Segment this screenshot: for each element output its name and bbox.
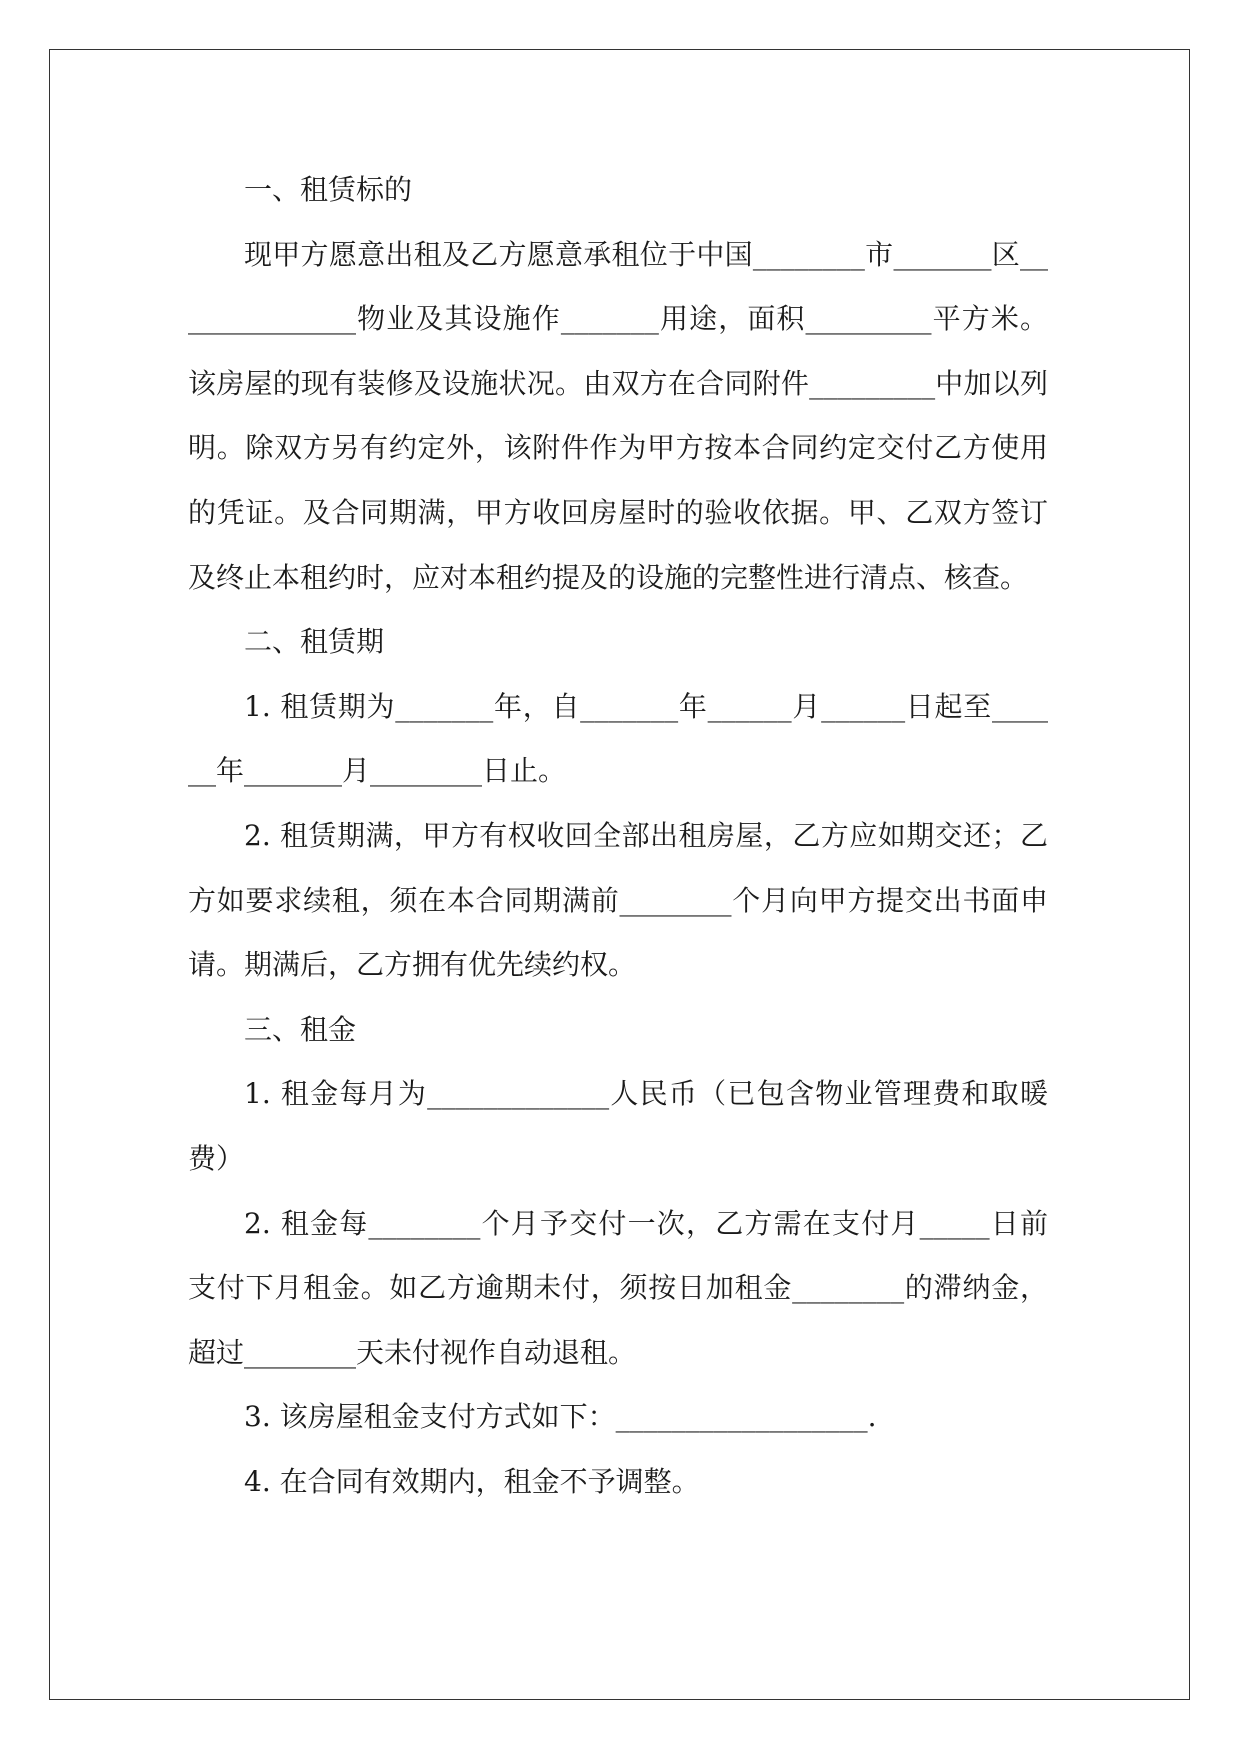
- paragraph-lease-subject: 现甲方愿意出租及乙方愿意承租位于中国________市_______区______________物业及其设施作_______用途，面积_________平方米。该房屋的现有装修及设施状况。由双方在合同附件_________中加以列明。除双方另有约定外，该附件作为甲方按本合同约定交付乙方使用的凭证。及合同期满，甲方收回房屋时的验收依据。甲、乙双方签订及终止本租约时，应对本租约提及的设施的完整性进行清点、核查。: [188, 237, 1048, 594]
- paragraph-rent-3: 3. 该房屋租金支付方式如下：__________________.: [244, 1400, 877, 1434]
- section-heading-lease-term: 二、租赁期: [244, 625, 385, 659]
- paragraph-lease-term-1: 1. 租赁期为_______年，自_______年______月______日起至______年_______月________日止。: [188, 689, 1048, 788]
- contract-body: [188, 158, 1048, 1514]
- section-heading-rent: 三、租金: [244, 1012, 357, 1046]
- section-heading-lease-subject: 一、租赁标的: [244, 173, 413, 206]
- paragraph-lease-term-2: 2. 租赁期满，甲方有权收回全部出租房屋，乙方应如期交还；乙方如要求续租，须在本合同期满前________个月向甲方提交出书面申请。期满后，乙方拥有优先续约权。: [188, 818, 1048, 982]
- paragraph-rent-2: 2. 租金每________个月予交付一次，乙方需在支付月_____日前支付下月租金。如乙方逾期未付，须按日加租金________的滞纳金，超过________天未付视作自动退租。: [188, 1206, 1048, 1369]
- paragraph-rent-4: 4. 在合同有效期内，租金不予调整。: [244, 1464, 700, 1498]
- paragraph-rent-1: 1. 租金每月为_____________人民币（已包含物业管理费和取暖费）: [188, 1077, 1048, 1175]
